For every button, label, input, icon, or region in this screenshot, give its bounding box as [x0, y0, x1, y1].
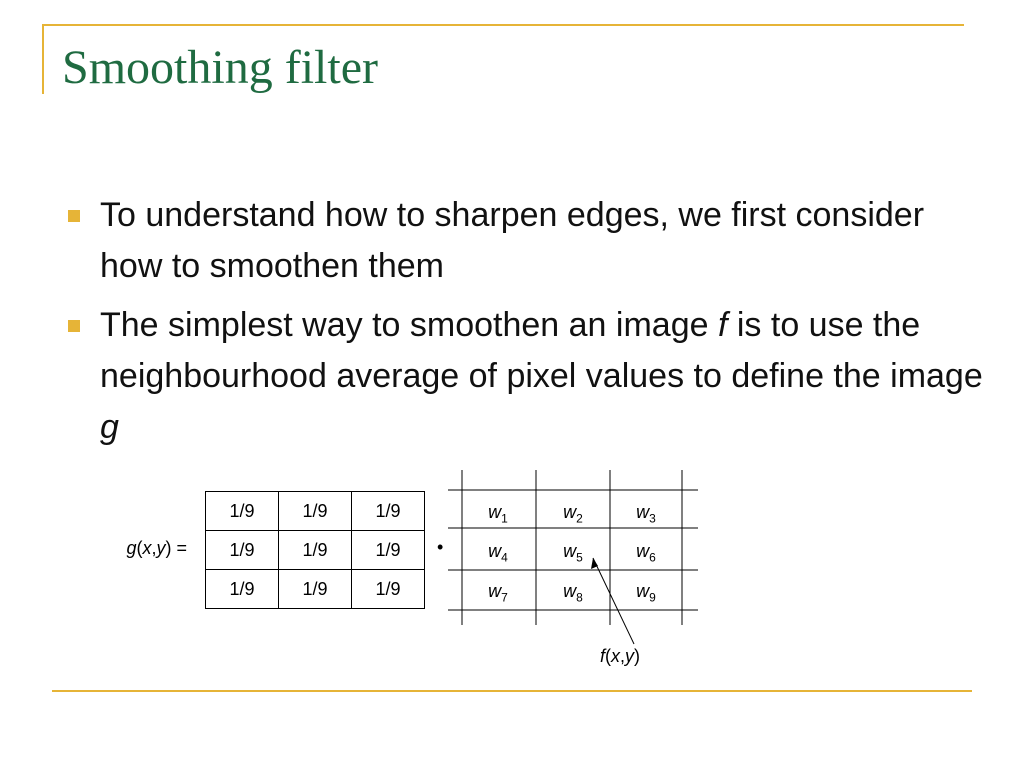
bullet-text: To understand how to sharpen edges, we first consider how to smoothen them: [100, 196, 925, 285]
weight-cell: $w_6$: [636, 541, 656, 565]
bullet-item: [64, 300, 984, 453]
kernel-cell: 1/9: [352, 570, 425, 609]
kernel-cell: 1/9: [206, 492, 279, 531]
weight-cell: $w_1$: [488, 502, 508, 526]
slide-title: Smoothing filter: [62, 41, 378, 94]
kernel-cell: 1/9: [279, 531, 352, 570]
kernel-cell: 1/9: [279, 570, 352, 609]
image-var-f: f: [717, 306, 728, 344]
pointer-label: f(x,y): [600, 646, 641, 666]
weight-cell: $w_7$: [488, 581, 508, 605]
kernel-row: [206, 492, 425, 531]
bullet-square-icon: [68, 320, 80, 332]
weight-cell: $w_8$: [563, 581, 583, 605]
equation-lhs: g(x,y) =: [126, 538, 187, 558]
kernel-cell: 1/9: [206, 570, 279, 609]
weight-cell: $w_4$: [488, 541, 508, 565]
kernel-cell: 1/9: [279, 492, 352, 531]
frame-top-line: [42, 24, 964, 26]
kernel-cell: 1/9: [206, 531, 279, 570]
weight-cell: $w_2$: [563, 502, 583, 526]
kernel-row: [206, 531, 425, 570]
kernel-cell: 1/9: [352, 492, 425, 531]
bullet-text: The simplest way to smoothen an image: [100, 306, 718, 344]
image-var-g: g: [100, 408, 119, 446]
frame-left-line: [42, 24, 44, 94]
weight-cell: $w_5$: [563, 541, 583, 565]
weight-cell: $w_9$: [636, 581, 656, 605]
dot-operator: •: [437, 537, 444, 557]
bullet-item: [64, 190, 984, 292]
kernel-row: [206, 570, 425, 609]
bullet-list: [64, 190, 984, 461]
kernel-cell: 1/9: [352, 531, 425, 570]
footer-line: [52, 690, 972, 692]
bullet-text: is to use the neighbourhood average of pixel values to define the image: [100, 306, 983, 395]
weight-cell: $w_3$: [636, 502, 656, 526]
bullet-square-icon: [68, 210, 80, 222]
kernel-table: [205, 491, 425, 609]
